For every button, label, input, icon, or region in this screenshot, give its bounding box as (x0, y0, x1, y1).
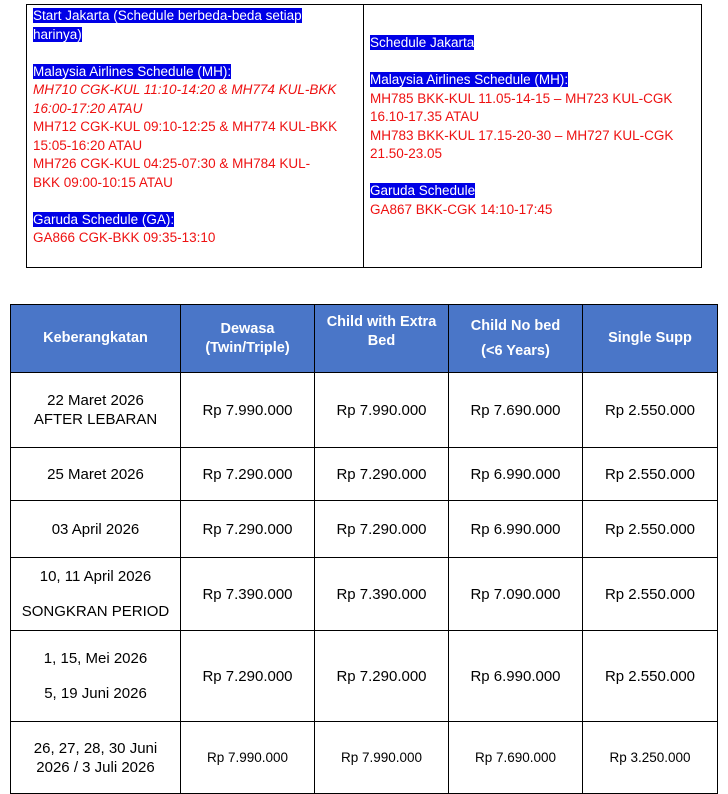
table-row (11, 448, 718, 501)
price-child-extra-bed: Rp 7.290.000 (315, 448, 449, 501)
price-child-no-bed: Rp 7.690.000 (449, 722, 583, 794)
price-single-supp: Rp 3.250.000 (583, 722, 718, 794)
departure-date: 03 April 2026 (11, 501, 181, 558)
departure-date: 10, 11 April 2026 SONGKRAN PERIOD (11, 558, 181, 631)
price-child-extra-bed: Rp 7.390.000 (315, 558, 449, 631)
price-single-supp: Rp 2.550.000 (583, 373, 718, 448)
mh-line: 16.10-17.35 ATAU (370, 109, 480, 124)
header-adult: Dewasa (Twin/Triple) (181, 305, 315, 373)
departure-date: 26, 27, 28, 30 Juni 2026 / 3 Juli 2026 (11, 722, 181, 794)
price-adult: Rp 7.290.000 (181, 501, 315, 558)
schedule-title-line1: Start Jakarta (Schedule berbeda-beda setiap (33, 8, 302, 23)
table-row (11, 558, 718, 631)
table-row (11, 631, 718, 722)
price-child-no-bed: Rp 6.990.000 (449, 501, 583, 558)
header-child-extra-bed: Child with Extra Bed (315, 305, 449, 373)
price-child-extra-bed: Rp 7.990.000 (315, 722, 449, 794)
header-single-supp: Single Supp (583, 305, 718, 373)
price-child-no-bed: Rp 6.990.000 (449, 448, 583, 501)
table-row (11, 501, 718, 558)
departure-date: 25 Maret 2026 (11, 448, 181, 501)
ga-line: GA866 CGK-BKK 09:35-13:10 (33, 230, 216, 245)
mh-line: BKK 09:00-10:15 ATAU (33, 174, 173, 190)
mh-line: 15:05-16:20 ATAU (33, 137, 143, 153)
price-child-no-bed: Rp 6.990.000 (449, 631, 583, 722)
schedule-return-title: Schedule Jakarta (370, 35, 475, 50)
price-single-supp: Rp 2.550.000 (583, 631, 718, 722)
ga-heading: Garuda Schedule (GA): (33, 211, 175, 227)
price-single-supp: Rp 2.550.000 (583, 501, 718, 558)
ga-line: GA867 BKK-CGK 14:10-17:45 (370, 201, 553, 217)
price-adult: Rp 7.990.000 (181, 722, 315, 794)
table-row (11, 373, 718, 448)
mh-line: MH710 CGK-KUL 11:10-14:20 & MH774 KUL-BKK (33, 82, 337, 97)
price-adult: Rp 7.290.000 (181, 448, 315, 501)
price-child-no-bed: Rp 7.090.000 (449, 558, 583, 631)
table-row (11, 722, 718, 794)
price-adult: Rp 7.290.000 (181, 631, 315, 722)
mh-line: MH712 CGK-KUL 09:10-12:25 & MH774 KUL-BKK (33, 119, 338, 134)
price-adult: Rp 7.390.000 (181, 558, 315, 631)
price-adult: Rp 7.990.000 (181, 373, 315, 448)
mh-line: MH785 BKK-KUL 11.05-14-15 – MH723 KUL-CGK (370, 90, 673, 106)
mh-heading: Malaysia Airlines Schedule (MH): (370, 72, 569, 87)
mh-line: MH783 BKK-KUL 17.15-20-30 – MH727 KUL-CGK (370, 127, 674, 143)
mh-line: 21.50-23.05 (370, 146, 443, 161)
price-single-supp: Rp 2.550.000 (583, 558, 718, 631)
mh-heading: Malaysia Airlines Schedule (MH): (33, 63, 232, 79)
schedule-return-jakarta (364, 5, 701, 267)
header-child-no-bed: Child No bed (<6 Years) (449, 305, 583, 373)
price-child-extra-bed: Rp 7.290.000 (315, 501, 449, 558)
price-child-extra-bed: Rp 7.990.000 (315, 373, 449, 448)
mh-line: 16:00-17:20 ATAU (33, 100, 143, 116)
header-departure: Keberangkatan (11, 305, 181, 373)
price-table (10, 304, 718, 794)
price-child-no-bed: Rp 7.690.000 (449, 373, 583, 448)
flight-schedule-box (26, 4, 702, 268)
ga-heading: Garuda Schedule (370, 183, 476, 198)
departure-date: 1, 15, Mei 2026 5, 19 Juni 2026 (11, 631, 181, 722)
schedule-start-jakarta (27, 5, 364, 267)
mh-line: MH726 CGK-KUL 04:25-07:30 & MH784 KUL- (33, 156, 311, 171)
price-single-supp: Rp 2.550.000 (583, 448, 718, 501)
price-child-extra-bed: Rp 7.290.000 (315, 631, 449, 722)
departure-date: 22 Maret 2026 AFTER LEBARAN (11, 373, 181, 448)
schedule-title-line2: harinya) (33, 26, 82, 42)
table-header-row (11, 305, 718, 373)
